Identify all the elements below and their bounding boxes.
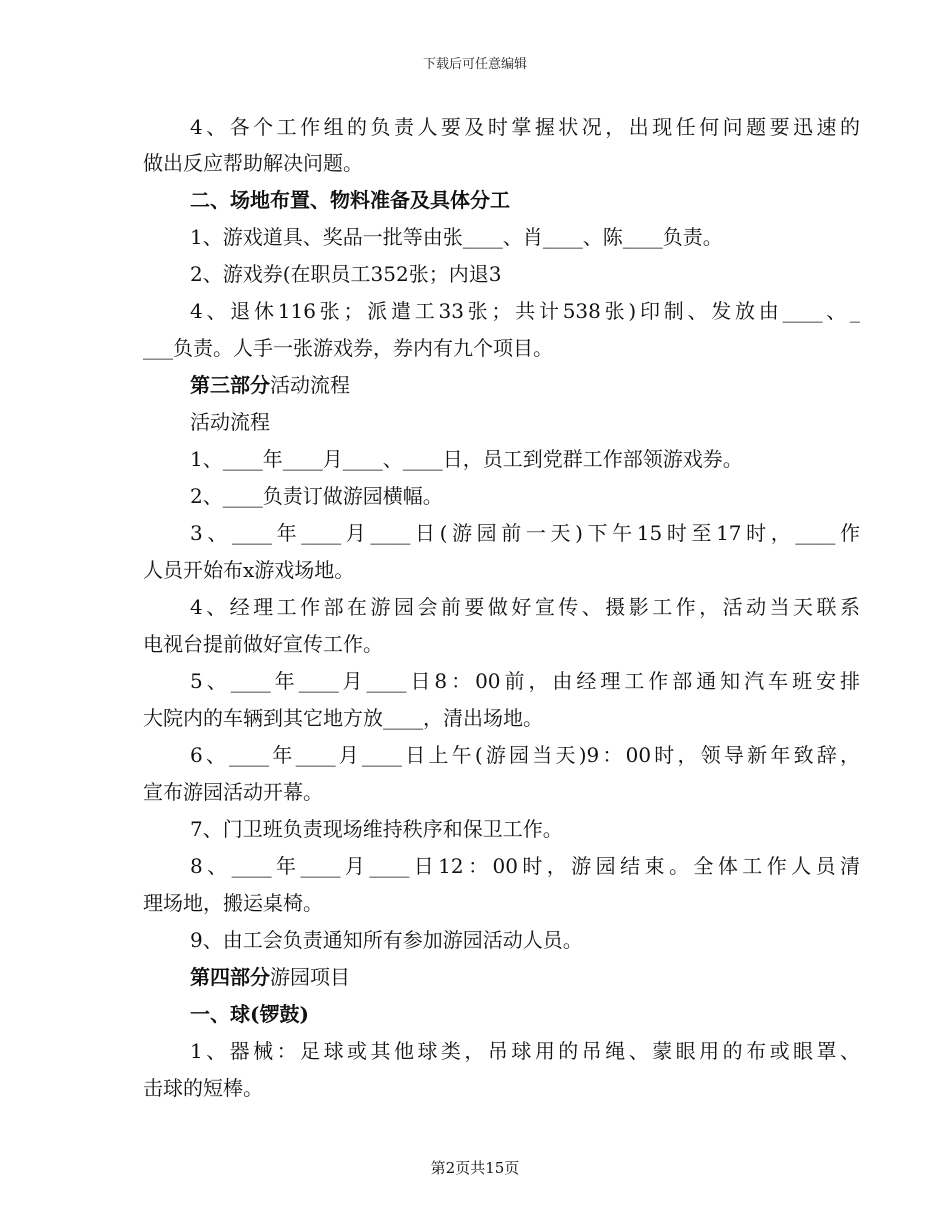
part-heading-label: 第三部分 (190, 373, 270, 397)
paragraph-line: 7、门卫班负责现场维持秩序和保卫工作。 (190, 817, 563, 841)
part-heading-title: 活动流程 (270, 373, 350, 397)
part-heading (190, 962, 350, 992)
paragraph-line: 1、游戏道具、奖品一批等由张____、肖____、陈____负责。 (190, 225, 723, 249)
paragraph-line: 大院内的车辆到其它地方放____，清出场地。 (143, 706, 543, 730)
paragraph-line: 5、____年____月____日8：00前，由经理工作部通知汽车班安排 (190, 669, 860, 693)
paragraph-line: 2、____负责订做游园横幅。 (190, 484, 443, 508)
paragraph-line: 宣布游园活动开幕。 (143, 780, 323, 804)
paragraph-line: 电视台提前做好宣传工作。 (143, 632, 383, 656)
paragraph-line: ___负责。人手一张游戏券，券内有九个项目。 (143, 336, 553, 360)
page-footer: 第2页共15页 (430, 1159, 520, 1177)
paragraph-line: 4、各个工作组的负责人要及时掌握状况，出现任何问题要迅速的 (190, 115, 860, 139)
paragraph-line: 2、游戏券(在职员工352张；内退3 (190, 262, 502, 286)
part-heading-label: 第四部分 (190, 965, 270, 989)
subheading: 活动流程 (190, 410, 270, 434)
paragraph-line: 4、退休116张；派遣工33张；共计538张)印制、发放由____、_ (190, 299, 860, 323)
paragraph-line: 1、器械：足球或其他球类，吊球用的吊绳、蒙眼用的布或眼罩、 (190, 1039, 860, 1063)
paragraph-line: 击球的短棒。 (143, 1076, 263, 1100)
part-heading-title: 游园项目 (270, 965, 350, 989)
section-heading: 二、场地布置、物料准备及具体分工 (190, 188, 510, 212)
paragraph-line: 做出反应帮助解决问题。 (143, 151, 363, 175)
part-heading (190, 370, 350, 400)
paragraph-line: 6、____年____月____日上午(游园当天)9：00时，领导新年致辞， (190, 743, 860, 767)
paragraph-line: 8、____年____月____日12：00时，游园结束。全体工作人员清 (190, 854, 860, 878)
paragraph-line: 3、____年____月____日(游园前一天)下午15时至17时，____作 (190, 521, 860, 545)
paragraph-line: 9、由工会负责通知所有参加游园活动人员。 (190, 928, 583, 952)
page-header: 下载后可任意编辑 (422, 57, 527, 72)
paragraph-line: 理场地，搬运桌椅。 (143, 891, 323, 915)
section-heading: 一、球(锣鼓) (190, 1002, 309, 1026)
paragraph-line: 4、经理工作部在游园会前要做好宣传、摄影工作，活动当天联系 (190, 595, 860, 619)
paragraph-line: 1、____年____月____、____日，员工到党群工作部领游戏券。 (190, 447, 743, 471)
paragraph-line: 人员开始布x游戏场地。 (143, 558, 355, 582)
